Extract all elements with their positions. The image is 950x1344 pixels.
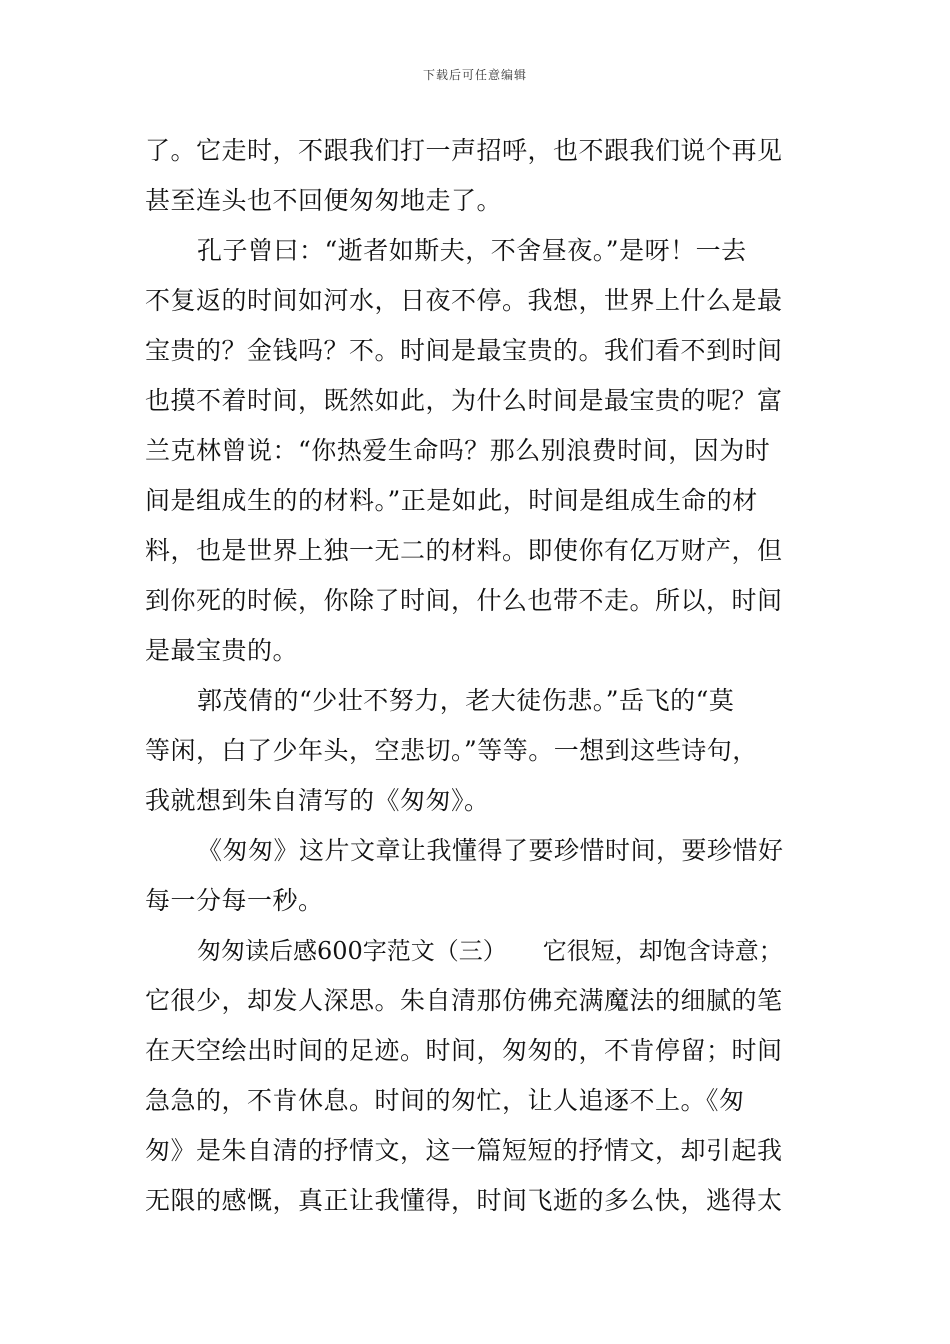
text-line: 间是组成生的的材料。”正是如此，时间是组成生命的材: [145, 486, 758, 515]
text-line: 是最宝贵的。: [145, 636, 299, 665]
text-line: 了。它走时，不跟我们打一声招呼，也不跟我们说个再见: [145, 136, 783, 165]
text-line: 我就想到朱自清写的《匆匆》。: [145, 786, 490, 815]
text-line: 不复返的时间如河水，日夜不停。我想，世界上什么是最: [145, 286, 783, 315]
page-header: 下载后可任意编辑: [422, 68, 527, 82]
text-line: 料，也是世界上独一无二的材料。即使你有亿万财产，但: [145, 536, 783, 565]
text-line: 急急的，不肯休息。时间的匆忙，让人追逐不上。《匆: [145, 1086, 745, 1115]
text-line: 郭茂倩的“少壮不努力，老大徒伤悲。”岳飞的“莫: [197, 686, 735, 715]
text-line: 等闲，白了少年头，空悲切。”等等。一想到这些诗句，: [145, 736, 758, 765]
text-line: 甚至连头也不回便匆匆地走了。: [145, 186, 503, 215]
text-line: 孔子曾曰：“逝者如斯夫，不舍昼夜。”是呀！一去: [197, 236, 747, 265]
text-line: 匆匆读后感600字范文（三） 它很短，却饱含诗意；: [197, 937, 783, 965]
text-line: 《匆匆》这片文章让我懂得了要珍惜时间，要珍惜好: [197, 836, 784, 865]
text-line: 宝贵的？金钱吗？不。时间是最宝贵的。我们看不到时间: [145, 336, 783, 365]
text-line: 每一分每一秒。: [145, 886, 324, 915]
text-line: 无限的感慨，真正让我懂得，时间飞逝的多么快，逃得太: [145, 1186, 783, 1215]
text-line: 到你死的时候，你除了时间，什么也带不走。所以，时间: [145, 586, 783, 615]
text-line: 兰克林曾说：“你热爱生命吗？那么别浪费时间，因为时: [145, 436, 771, 465]
text-line: 它很少，却发人深思。朱自清那仿佛充满魔法的细腻的笔: [145, 986, 783, 1015]
text-line: 匆》是朱自清的抒情文，这一篇短短的抒情文，却引起我: [145, 1136, 783, 1165]
text-line: 也摸不着时间，既然如此，为什么时间是最宝贵的呢？富: [145, 386, 783, 415]
text-line: 在天空绘出时间的足迹。时间，匆匆的，不肯停留；时间: [145, 1036, 783, 1065]
